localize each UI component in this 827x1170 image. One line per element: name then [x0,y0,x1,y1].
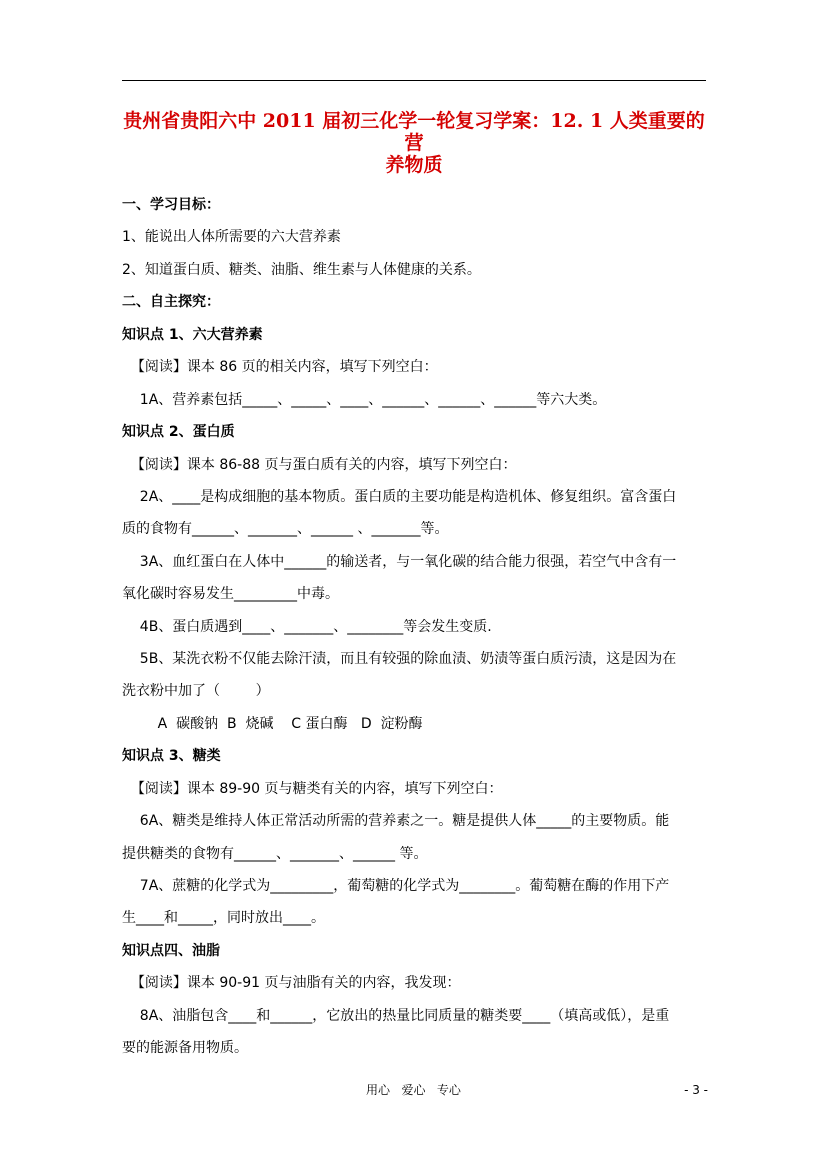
reading-instruction-2: 【阅读】课本 86-88 页与蛋白质有关的内容，填写下列空白： [122,457,517,473]
knowledge-point-4-heading: 知识点四、油脂 [122,943,220,959]
page-number: - 3 - [684,1083,708,1097]
question-5b-line-2: 洗衣粉中加了（ ） [122,683,270,699]
reading-instruction-3: 【阅读】课本 89-90 页与糖类有关的内容，填写下列空白： [122,781,503,797]
question-5b-line-1: 5B、某洗衣粉不仅能去除汗渍，而且有较强的除血渍、奶渍等蛋白质污渍，这是因为在 [122,651,677,667]
objective-2: 2、知道蛋白质、糖类、油脂、维生素与人体健康的关系。 [122,262,481,278]
question-3a-line-2: 氧化碳时容易发生_________中毒。 [122,586,339,602]
header-rule [122,80,706,81]
document-title-line-2: 养物质 [385,154,443,176]
question-6a-line-2: 提供糖类的食物有______、_______、______ 等。 [122,846,428,862]
question-7a-line-2: 生____和_____，同时放出____。 [122,910,325,926]
reading-instruction-1: 【阅读】课本 86 页的相关内容，填写下列空白： [122,359,438,375]
question-5b-options: A 碳酸钠 B 烧碱 C 蛋白酶 D 淀粉酶 [122,716,423,732]
knowledge-point-3-heading: 知识点 3、糖类 [122,748,221,764]
footer-motto: 用心 爱心 专心 [366,1083,461,1097]
question-3a-line-1: 3A、血红蛋白在人体中______的输送者，与一氧化碳的结合能力很强，若空气中含有一 [122,554,677,570]
question-4b: 4B、蛋白质遇到____、_______、________等会发生变质. [122,619,492,635]
objective-1: 1、能说出人体所需要的六大营养素 [122,229,341,245]
section-heading-objectives: 一、学习目标： [122,197,220,213]
question-7a-line-1: 7A、蔗糖的化学式为_________，葡萄糖的化学式为________。葡萄糖在酶的作用下产 [122,878,670,894]
question-2a-line-1: 2A、____是构成细胞的基本物质。蛋白质的主要功能是构造机体、修复组织。富含蛋白 [122,489,677,505]
question-8a-line-1: 8A、油脂包含____和______，它放出的热量比同质量的糖类要____（填高或低），是重 [122,1008,670,1024]
knowledge-point-1-heading: 知识点 1、六大营养素 [122,327,263,343]
knowledge-point-2-heading: 知识点 2、蛋白质 [122,424,235,440]
section-heading-inquiry: 二、自主探究： [122,294,220,310]
document-title-line-1: 贵州省贵阳六中 2011 届初三化学一轮复习学案：12. 1 人类重要的营 [123,110,705,154]
reading-instruction-4: 【阅读】课本 90-91 页与油脂有关的内容，我发现： [122,975,461,991]
question-8a-line-2: 要的能源备用物质。 [122,1040,248,1056]
question-1a: 1A、营养素包括_____、_____、____、______、______、______等六大类。 [122,392,607,408]
question-6a-line-1: 6A、糖类是维持人体正常活动所需的营养素之一。糖是提供人体_____的主要物质。能 [122,813,670,829]
question-2a-line-2: 质的食物有______、_______、______ 、_______等。 [122,521,449,537]
